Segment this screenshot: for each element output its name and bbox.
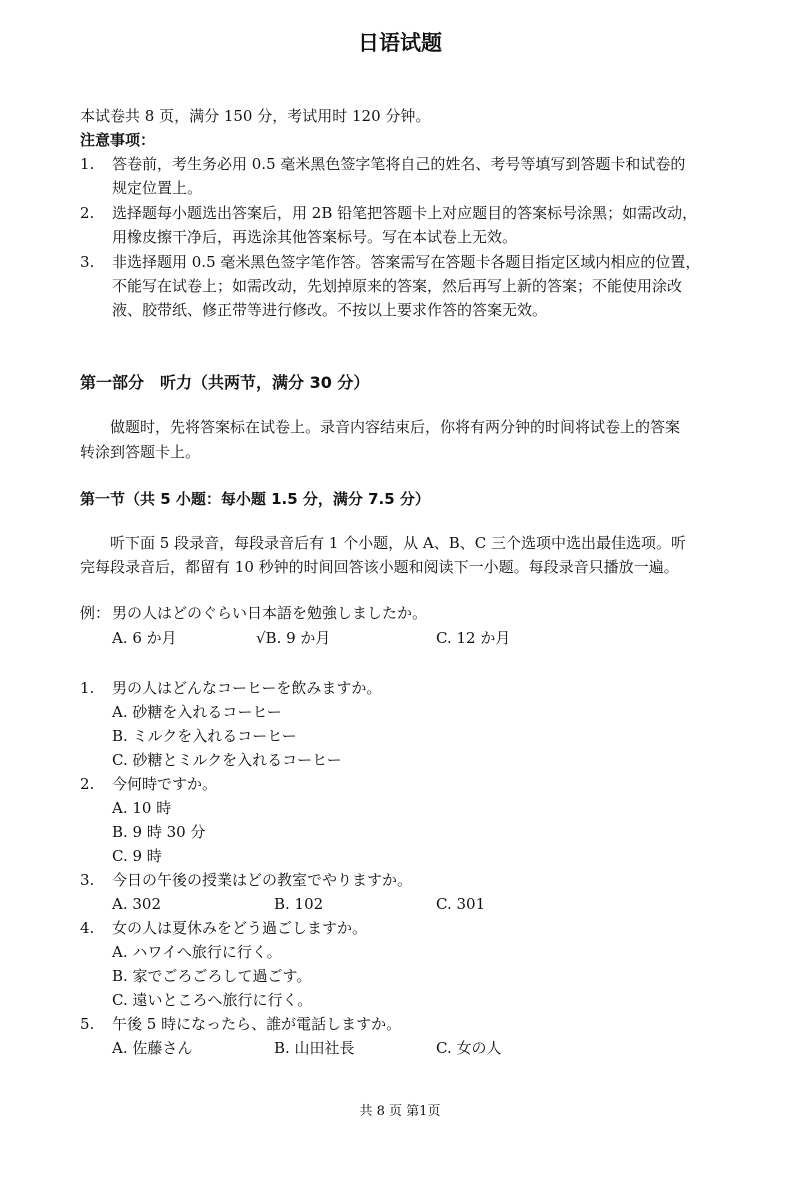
note-text: 非选择题用 0.5 毫米黑色签字笔作答。答案需写在答题卡各题目指定区域内相应的位置，	[112, 253, 701, 271]
question-option: C. 砂糖とミルクを入れるコーヒー	[112, 751, 342, 769]
question-option: A. 10 時	[112, 799, 172, 817]
note-number: 2.	[80, 204, 95, 222]
question-option: B. 9 時 30 分	[112, 823, 206, 841]
section1-heading: 第一节（共 5 小题：每小题 1.5 分，满分 7.5 分）	[80, 490, 430, 508]
question-text: 男の人はどんなコーヒーを飲みますか。	[112, 679, 382, 697]
question-option: B. 102	[274, 895, 324, 913]
question-option: C. 9 時	[112, 847, 162, 865]
note-number: 1.	[80, 155, 95, 173]
example-question: 男の人はどのぐらい日本語を勉強しましたか。	[112, 604, 428, 622]
question-option: A. 302	[112, 895, 161, 913]
question-text: 今日の午後の授業はどの教室でやりますか。	[112, 871, 413, 889]
question-option: A. 砂糖を入れるコーヒー	[112, 703, 282, 721]
page-title: 日语试题	[358, 31, 442, 55]
question-option: C. 女の人	[436, 1039, 502, 1057]
page-footer: 共 8 页 第1页	[359, 1104, 441, 1119]
section1-instructions: 完每段录音后，都留有 10 秒钟的时间回答该小题和阅读下一小题。每段录音只播放一遍。	[80, 558, 679, 576]
example-label: 例：	[80, 604, 111, 622]
note-text: 不能写在试卷上；如需改动，先划掉原来的答案，然后再写上新的答案；不能使用涂改	[112, 277, 683, 295]
notes-heading: 注意事项：	[80, 131, 156, 149]
intro-text: 本试卷共 8 页，满分 150 分，考试用时 120 分钟。	[80, 107, 431, 125]
part1-heading: 第一部分 听力（共两节，满分 30 分）	[80, 373, 370, 392]
question-option: C. 遠いところへ旅行に行く。	[112, 991, 313, 1009]
question-option: A. ハワイへ旅行に行く。	[112, 943, 282, 961]
question-text: 今何時ですか。	[112, 775, 218, 793]
part1-instructions: 做题时，先将答案标在试卷上。录音内容结束后，你将有两分钟的时间将试卷上的答案	[110, 418, 681, 436]
question-number: 2.	[80, 775, 95, 793]
note-text: 规定位置上。	[112, 179, 203, 197]
note-number: 3.	[80, 253, 95, 271]
example-option: A. 6 か月	[112, 629, 177, 647]
example-option-answer: √B. 9 か月	[256, 629, 331, 647]
note-text: 选择题每小题选出答案后，用 2B 铅笔把答题卡上对应题目的答案标号涂黑；如需改动，	[112, 204, 698, 222]
question-number: 1.	[80, 679, 95, 697]
question-text: 女の人は夏休みをどう過ごしますか。	[112, 919, 368, 937]
note-text: 液、胶带纸、修正带等进行修改。不按以上要求作答的答案无效。	[112, 301, 548, 319]
question-number: 3.	[80, 871, 95, 889]
note-text: 用橡皮擦干净后，再选涂其他答案标号。写在本试卷上无效。	[112, 228, 518, 246]
question-option: C. 301	[436, 895, 486, 913]
question-number: 4.	[80, 919, 95, 937]
example-option: C. 12 か月	[436, 629, 511, 647]
part1-instructions: 转涂到答题卡上。	[80, 443, 201, 461]
question-number: 5.	[80, 1015, 95, 1033]
question-option: B. 山田社長	[274, 1039, 355, 1057]
note-text: 答卷前，考生务必用 0.5 毫米黑色签字笔将自己的姓名、考号等填写到答题卡和试卷的	[112, 155, 686, 173]
question-text: 午後 5 時になったら、誰が電話しますか。	[112, 1015, 402, 1033]
question-option: B. ミルクを入れるコーヒー	[112, 727, 297, 745]
section1-instructions: 听下面 5 段录音，每段录音后有 1 个小题，从 A、B、C 三个选项中选出最佳选项。听	[110, 534, 687, 552]
question-option: B. 家でごろごろして過ごす。	[112, 967, 312, 985]
question-option: A. 佐藤さん	[112, 1039, 193, 1057]
